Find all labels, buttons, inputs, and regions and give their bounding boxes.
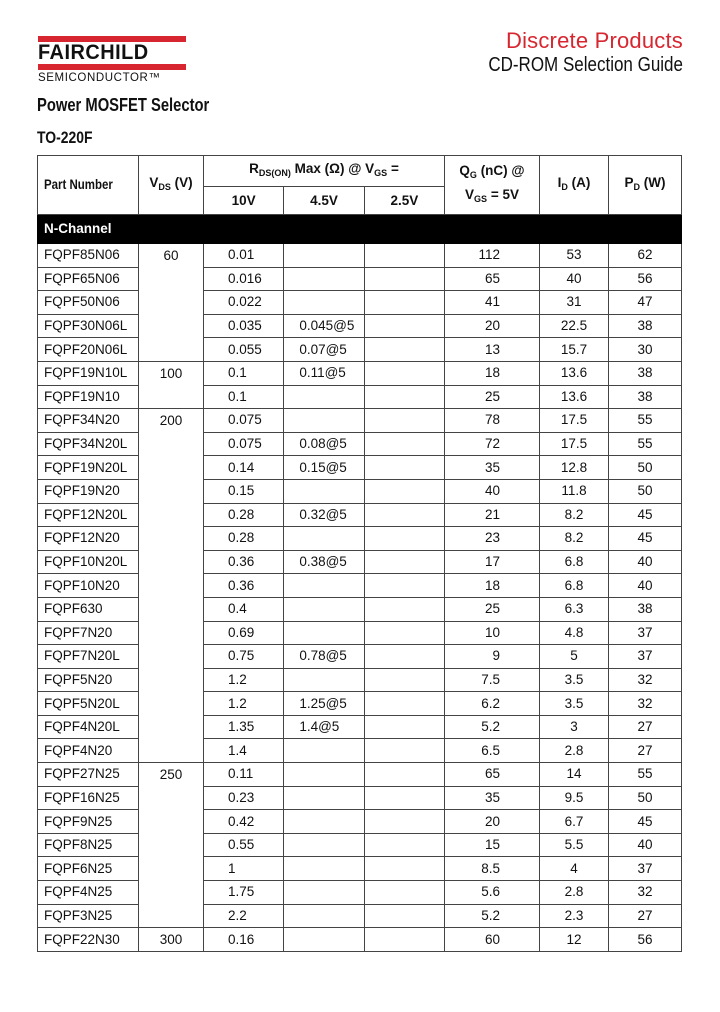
cell-r45 <box>284 621 364 645</box>
cell-id: 6.8 <box>540 550 609 574</box>
cell-r25 <box>364 668 444 692</box>
cell-id: 3.5 <box>540 668 609 692</box>
cell-qg: 72 <box>445 432 540 456</box>
cell-qg: 25 <box>445 385 540 409</box>
cell-vds <box>139 810 204 834</box>
cell-id: 6.8 <box>540 574 609 598</box>
cell-r45 <box>284 267 364 291</box>
cell-r25 <box>364 291 444 315</box>
cell-r45 <box>284 739 364 763</box>
cell-id: 2.3 <box>540 904 609 928</box>
cell-r10: 0.01 <box>204 244 284 268</box>
header-r25v: 2.5V <box>364 187 444 215</box>
cell-r10: 2.2 <box>204 904 284 928</box>
cell-r25 <box>364 244 444 268</box>
table-row <box>38 928 682 952</box>
cell-qg: 21 <box>445 503 540 527</box>
table-row <box>38 314 682 338</box>
table-row <box>38 409 682 433</box>
cell-part: FQPF19N20L <box>38 456 139 480</box>
cell-pd: 40 <box>609 574 682 598</box>
cell-r45 <box>284 479 364 503</box>
cell-qg: 6.2 <box>445 692 540 716</box>
cell-qg: 35 <box>445 786 540 810</box>
table-row <box>38 904 682 928</box>
cell-part: FQPF65N06 <box>38 267 139 291</box>
cell-qg: 5.2 <box>445 715 540 739</box>
package-label: TO-220F <box>37 128 93 147</box>
table-row <box>38 597 682 621</box>
cell-r25 <box>364 621 444 645</box>
cell-r45 <box>284 244 364 268</box>
cell-qg: 23 <box>445 527 540 551</box>
cell-vds <box>139 786 204 810</box>
cell-r10: 0.016 <box>204 267 284 291</box>
cell-id: 5.5 <box>540 833 609 857</box>
header-pd: $P_D$ (W) <box>609 156 682 215</box>
cell-r45: 0.15@5 <box>284 456 364 480</box>
cell-pd: 50 <box>609 786 682 810</box>
cell-part: FQPF22N30 <box>38 928 139 952</box>
cell-r10: 1.2 <box>204 692 284 716</box>
cell-id: 6.7 <box>540 810 609 834</box>
table-row <box>38 645 682 669</box>
cell-part: FQPF5N20 <box>38 668 139 692</box>
cell-r45 <box>284 597 364 621</box>
cell-r45: 0.78@5 <box>284 645 364 669</box>
cell-pd: 50 <box>609 479 682 503</box>
table-row <box>38 833 682 857</box>
cell-vds <box>139 479 204 503</box>
cell-r10: 0.11 <box>204 763 284 787</box>
cell-id: 3.5 <box>540 692 609 716</box>
cell-pd: 45 <box>609 503 682 527</box>
cell-qg: 15 <box>445 833 540 857</box>
cell-r10: 0.69 <box>204 621 284 645</box>
table-row <box>38 739 682 763</box>
cell-id: 8.2 <box>540 503 609 527</box>
cell-pd: 50 <box>609 456 682 480</box>
cell-r10: 1.35 <box>204 715 284 739</box>
cell-r25 <box>364 833 444 857</box>
cell-qg: 10 <box>445 621 540 645</box>
cell-vds <box>139 692 204 716</box>
cell-part: FQPF4N25 <box>38 881 139 905</box>
cell-pd: 38 <box>609 361 682 385</box>
cell-vds <box>139 621 204 645</box>
cell-pd: 32 <box>609 881 682 905</box>
cell-id: 3 <box>540 715 609 739</box>
cell-part: FQPF85N06 <box>38 244 139 268</box>
mosfet-table <box>37 155 682 952</box>
table-row <box>38 786 682 810</box>
cell-id: 13.6 <box>540 361 609 385</box>
cell-part: FQPF7N20 <box>38 621 139 645</box>
cell-part: FQPF5N20L <box>38 692 139 716</box>
cell-part: FQPF16N25 <box>38 786 139 810</box>
cell-qg: 25 <box>445 597 540 621</box>
cell-part: FQPF7N20L <box>38 645 139 669</box>
cell-vds: 60 <box>139 244 204 268</box>
cell-qg: 6.5 <box>445 739 540 763</box>
cell-part: FQPF30N06L <box>38 314 139 338</box>
cell-part: FQPF4N20L <box>38 715 139 739</box>
cell-r10: 1.75 <box>204 881 284 905</box>
header-titles <box>454 28 683 76</box>
cell-pd: 37 <box>609 857 682 881</box>
table-row <box>38 715 682 739</box>
header-title: Discrete Products <box>505 28 683 53</box>
cell-id: 14 <box>540 763 609 787</box>
cell-r10: 0.022 <box>204 291 284 315</box>
cell-r10: 1 <box>204 857 284 881</box>
cell-part: FQPF12N20L <box>38 503 139 527</box>
cell-part: FQPF9N25 <box>38 810 139 834</box>
cell-vds: 100 <box>139 361 204 385</box>
cell-part: FQPF10N20 <box>38 574 139 598</box>
cell-qg: 5.2 <box>445 904 540 928</box>
cell-pd: 55 <box>609 763 682 787</box>
cell-r45 <box>284 385 364 409</box>
cell-r45: 0.045@5 <box>284 314 364 338</box>
table-row <box>38 574 682 598</box>
cell-id: 12.8 <box>540 456 609 480</box>
cell-vds: 200 <box>139 409 204 433</box>
cell-pd: 62 <box>609 244 682 268</box>
cell-r10: 0.15 <box>204 479 284 503</box>
cell-r10: 0.28 <box>204 527 284 551</box>
cell-r45 <box>284 881 364 905</box>
table-row <box>38 621 682 645</box>
header-r45v: 4.5V <box>284 187 364 215</box>
cell-id: 12 <box>540 928 609 952</box>
cell-r25 <box>364 692 444 716</box>
table-row <box>38 810 682 834</box>
header-r10v: 10V <box>204 187 284 215</box>
cell-qg: 65 <box>445 267 540 291</box>
cell-id: 5 <box>540 645 609 669</box>
cell-qg: 35 <box>445 456 540 480</box>
cell-pd: 47 <box>609 291 682 315</box>
cell-id: 17.5 <box>540 432 609 456</box>
cell-vds <box>139 668 204 692</box>
logo-wordmark: FAIRCHILD <box>38 41 149 64</box>
cell-vds <box>139 574 204 598</box>
cell-id: 17.5 <box>540 409 609 433</box>
cell-r45 <box>284 291 364 315</box>
cell-r10: 0.42 <box>204 810 284 834</box>
cell-pd: 32 <box>609 668 682 692</box>
cell-r45 <box>284 409 364 433</box>
cell-r45 <box>284 928 364 952</box>
cell-r25 <box>364 432 444 456</box>
cell-r45 <box>284 763 364 787</box>
cell-vds: 250 <box>139 763 204 787</box>
cell-id: 2.8 <box>540 881 609 905</box>
table-row <box>38 432 682 456</box>
cell-part: FQPF630 <box>38 597 139 621</box>
table-row <box>38 527 682 551</box>
cell-part: FQPF50N06 <box>38 291 139 315</box>
cell-id: 15.7 <box>540 338 609 362</box>
cell-qg: 9 <box>445 645 540 669</box>
cell-id: 4 <box>540 857 609 881</box>
cell-r10: 0.1 <box>204 385 284 409</box>
cell-r25 <box>364 267 444 291</box>
cell-r45: 1.25@5 <box>284 692 364 716</box>
cell-r45 <box>284 574 364 598</box>
section-n-channel: N-Channel <box>38 215 682 244</box>
cell-id: 2.8 <box>540 739 609 763</box>
cell-qg: 7.5 <box>445 668 540 692</box>
cell-r25 <box>364 715 444 739</box>
cell-r45 <box>284 786 364 810</box>
cell-part: FQPF6N25 <box>38 857 139 881</box>
cell-vds <box>139 456 204 480</box>
header-id: $I_D$ (A) <box>540 156 609 215</box>
cell-r25 <box>364 527 444 551</box>
cell-part: FQPF4N20 <box>38 739 139 763</box>
cell-r25 <box>364 810 444 834</box>
cell-pd: 40 <box>609 550 682 574</box>
cell-r25 <box>364 739 444 763</box>
cell-r25 <box>364 763 444 787</box>
logo-subtitle: SEMICONDUCTOR™ <box>38 72 161 84</box>
cell-id: 22.5 <box>540 314 609 338</box>
cell-vds <box>139 881 204 905</box>
table-row <box>38 338 682 362</box>
cell-qg: 65 <box>445 763 540 787</box>
cell-r45 <box>284 668 364 692</box>
cell-r10: 0.36 <box>204 574 284 598</box>
cell-r10: 0.035 <box>204 314 284 338</box>
fairchild-logo <box>38 36 186 85</box>
header-part-number: Part Number <box>38 156 139 215</box>
table-row <box>38 479 682 503</box>
cell-qg: 20 <box>445 810 540 834</box>
header-subtitle: CD-ROM Selection Guide <box>488 54 683 76</box>
cell-r10: 1.4 <box>204 739 284 763</box>
cell-r10: 0.36 <box>204 550 284 574</box>
cell-vds <box>139 550 204 574</box>
cell-r25 <box>364 857 444 881</box>
cell-id: 53 <box>540 244 609 268</box>
table-row <box>38 857 682 881</box>
cell-r45: 0.38@5 <box>284 550 364 574</box>
cell-r25 <box>364 503 444 527</box>
cell-part: FQPF10N20L <box>38 550 139 574</box>
cell-pd: 55 <box>609 432 682 456</box>
cell-qg: 18 <box>445 574 540 598</box>
cell-vds <box>139 739 204 763</box>
cell-part: FQPF3N25 <box>38 904 139 928</box>
cell-qg: 13 <box>445 338 540 362</box>
cell-vds <box>139 715 204 739</box>
cell-vds <box>139 385 204 409</box>
cell-pd: 27 <box>609 739 682 763</box>
cell-r25 <box>364 645 444 669</box>
table-row <box>38 503 682 527</box>
cell-vds <box>139 503 204 527</box>
cell-vds <box>139 291 204 315</box>
cell-r25 <box>364 574 444 598</box>
cell-pd: 27 <box>609 904 682 928</box>
cell-r25 <box>364 385 444 409</box>
cell-id: 4.8 <box>540 621 609 645</box>
table-row <box>38 385 682 409</box>
cell-r10: 0.1 <box>204 361 284 385</box>
cell-r25 <box>364 597 444 621</box>
cell-pd: 30 <box>609 338 682 362</box>
cell-id: 8.2 <box>540 527 609 551</box>
cell-id: 6.3 <box>540 597 609 621</box>
cell-pd: 32 <box>609 692 682 716</box>
cell-part: FQPF34N20L <box>38 432 139 456</box>
cell-r10: 0.23 <box>204 786 284 810</box>
cell-pd: 37 <box>609 621 682 645</box>
header-rdson: $R_{DS(ON)}$ Max (Ω) @ $V_{GS}$ = <box>204 156 445 187</box>
table-row <box>38 361 682 385</box>
cell-r45: 0.11@5 <box>284 361 364 385</box>
table-row <box>38 668 682 692</box>
cell-r25 <box>364 479 444 503</box>
cell-r10: 0.075 <box>204 432 284 456</box>
cell-r10: 0.16 <box>204 928 284 952</box>
cell-id: 40 <box>540 267 609 291</box>
cell-qg: 17 <box>445 550 540 574</box>
cell-vds <box>139 645 204 669</box>
cell-r25 <box>364 786 444 810</box>
cell-part: FQPF20N06L <box>38 338 139 362</box>
cell-id: 11.8 <box>540 479 609 503</box>
cell-r45: 1.4@5 <box>284 715 364 739</box>
table-row <box>38 550 682 574</box>
cell-qg: 5.6 <box>445 881 540 905</box>
cell-vds <box>139 432 204 456</box>
table-row <box>38 267 682 291</box>
logo-bottom-bar <box>38 64 186 70</box>
cell-qg: 20 <box>445 314 540 338</box>
table-row <box>38 291 682 315</box>
cell-part: FQPF27N25 <box>38 763 139 787</box>
cell-r45 <box>284 810 364 834</box>
cell-pd: 56 <box>609 928 682 952</box>
cell-part: FQPF19N20 <box>38 479 139 503</box>
cell-r10: 1.2 <box>204 668 284 692</box>
cell-r25 <box>364 338 444 362</box>
cell-pd: 56 <box>609 267 682 291</box>
cell-r10: 0.28 <box>204 503 284 527</box>
cell-pd: 40 <box>609 833 682 857</box>
cell-vds <box>139 904 204 928</box>
cell-id: 9.5 <box>540 786 609 810</box>
cell-r45 <box>284 904 364 928</box>
cell-r25 <box>364 881 444 905</box>
cell-vds <box>139 338 204 362</box>
cell-qg: 60 <box>445 928 540 952</box>
cell-pd: 38 <box>609 597 682 621</box>
cell-pd: 38 <box>609 385 682 409</box>
cell-vds <box>139 833 204 857</box>
cell-r25 <box>364 904 444 928</box>
cell-r10: 0.075 <box>204 409 284 433</box>
cell-pd: 37 <box>609 645 682 669</box>
cell-qg: 8.5 <box>445 857 540 881</box>
page-heading: Power MOSFET Selector <box>37 95 210 115</box>
cell-part: FQPF19N10 <box>38 385 139 409</box>
cell-r25 <box>364 928 444 952</box>
cell-pd: 27 <box>609 715 682 739</box>
cell-part: FQPF12N20 <box>38 527 139 551</box>
cell-r25 <box>364 550 444 574</box>
cell-qg: 41 <box>445 291 540 315</box>
table-row <box>38 244 682 268</box>
cell-pd: 38 <box>609 314 682 338</box>
cell-pd: 45 <box>609 810 682 834</box>
table-row <box>38 881 682 905</box>
header-qg: $Q_G$ (nC) @ $V_{GS} = 5V$ <box>445 156 540 215</box>
cell-vds <box>139 597 204 621</box>
cell-qg: 78 <box>445 409 540 433</box>
cell-r25 <box>364 361 444 385</box>
cell-vds <box>139 857 204 881</box>
cell-r25 <box>364 314 444 338</box>
cell-r10: 0.14 <box>204 456 284 480</box>
cell-r10: 0.4 <box>204 597 284 621</box>
cell-r45 <box>284 527 364 551</box>
cell-pd: 55 <box>609 409 682 433</box>
cell-r10: 0.055 <box>204 338 284 362</box>
cell-vds <box>139 267 204 291</box>
cell-r10: 0.55 <box>204 833 284 857</box>
cell-r45: 0.08@5 <box>284 432 364 456</box>
table-row <box>38 692 682 716</box>
cell-vds <box>139 527 204 551</box>
cell-qg: 40 <box>445 479 540 503</box>
cell-part: FQPF34N20 <box>38 409 139 433</box>
cell-r45 <box>284 833 364 857</box>
table-row <box>38 456 682 480</box>
cell-r45: 0.07@5 <box>284 338 364 362</box>
cell-r45 <box>284 857 364 881</box>
cell-r25 <box>364 456 444 480</box>
cell-qg: 112 <box>445 244 540 268</box>
cell-r10: 0.75 <box>204 645 284 669</box>
table-row <box>38 763 682 787</box>
cell-id: 13.6 <box>540 385 609 409</box>
cell-qg: 18 <box>445 361 540 385</box>
cell-vds <box>139 314 204 338</box>
header-vds: $V_{DS}$ (V) <box>139 156 204 215</box>
cell-part: FQPF8N25 <box>38 833 139 857</box>
cell-id: 31 <box>540 291 609 315</box>
cell-part: FQPF19N10L <box>38 361 139 385</box>
cell-r45: 0.32@5 <box>284 503 364 527</box>
cell-pd: 45 <box>609 527 682 551</box>
cell-vds: 300 <box>139 928 204 952</box>
cell-r25 <box>364 409 444 433</box>
